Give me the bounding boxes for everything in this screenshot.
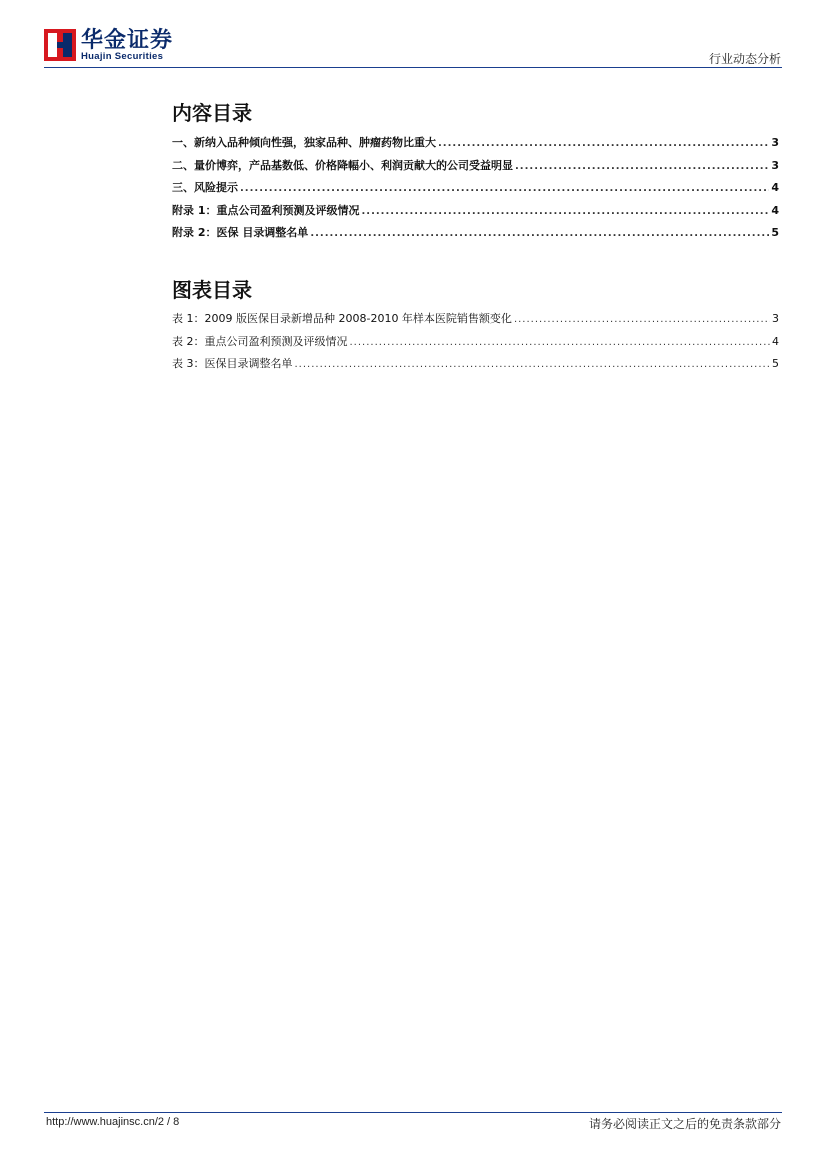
huajin-logo [44, 29, 184, 65]
contents-title: 内容目录 [172, 101, 252, 125]
toc-entry-page: 5 [772, 357, 779, 370]
toc-entry-label: 表 3：医保目录调整名单 [172, 357, 293, 370]
page-header [0, 0, 827, 70]
toc-entry[interactable] [172, 202, 779, 225]
toc-entry-label: 二、量价博弈，产品基数低、价格降幅小、利润贡献大的公司受益明显 [172, 158, 513, 172]
toc-entry-page: 3 [772, 312, 779, 325]
brand-name-cn: 华金证券 [81, 28, 174, 53]
footer-divider [44, 1112, 782, 1113]
toc-entry-label: 表 1：2009 版医保目录新增品种 2008-2010 年样本医院销售额变化 [172, 312, 512, 325]
toc-entry[interactable] [172, 179, 779, 202]
toc-entry[interactable] [172, 134, 779, 157]
brand-name-en: Huajin Securities [81, 51, 164, 62]
footer-url-page[interactable]: http://www.huajinsc.cn/2 / 8 [46, 1116, 180, 1128]
figures-list [172, 310, 779, 378]
toc-entry-page: 4 [771, 203, 779, 217]
figures-title: 图表目录 [172, 278, 252, 302]
toc-entry-label: 附录 1：重点公司盈利预测及评级情况 [172, 203, 360, 217]
toc-leader-dots [350, 337, 771, 348]
toc-entry-page: 4 [771, 181, 779, 194]
toc-leader-dots [295, 359, 771, 370]
toc-entry-page: 3 [771, 158, 779, 172]
toc-leader-dots [310, 228, 769, 239]
toc-leader-dots [438, 138, 769, 149]
toc-entry-label: 三、风险提示 [172, 181, 238, 194]
toc-entry-label: 附录 2：医保 目录调整名单 [172, 226, 309, 239]
toc-entry-label: 一、新纳入品种倾向性强，独家品种、肿瘤药物比重大 [172, 136, 436, 149]
toc-leader-dots [240, 183, 769, 194]
toc-entry[interactable] [172, 310, 779, 333]
toc-entry[interactable] [172, 224, 779, 247]
toc-entry-page: 3 [771, 136, 779, 149]
toc-entry-label: 表 2：重点公司盈利预测及评级情况 [172, 334, 348, 348]
toc-entry[interactable] [172, 355, 779, 378]
toc-entry[interactable] [172, 157, 779, 180]
report-type: 行业动态分析 [708, 52, 781, 66]
huajin-logo-mark-icon [44, 29, 76, 61]
toc-entry-page: 4 [772, 334, 779, 348]
toc-leader-dots [514, 314, 770, 325]
contents-list [172, 134, 779, 247]
toc-leader-dots [361, 206, 769, 217]
header-divider [44, 67, 782, 68]
footer-disclaimer: 请务必阅读正文之后的免责条款部分 [588, 1117, 781, 1131]
toc-leader-dots [515, 161, 769, 172]
toc-entry[interactable] [172, 333, 779, 356]
toc-entry-page: 5 [771, 226, 779, 239]
